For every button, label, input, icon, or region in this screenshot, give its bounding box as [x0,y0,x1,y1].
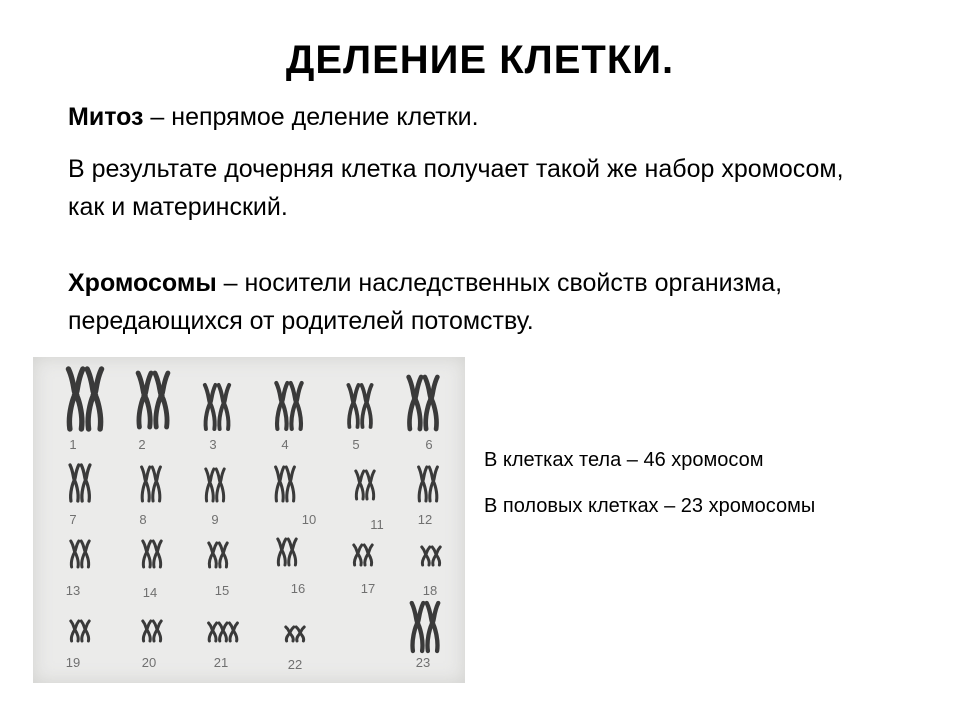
chromosome-label-16: 16 [290,581,306,596]
chromosome-label-12: 12 [417,512,433,527]
chromosome-pair-2 [138,373,168,427]
chromosome-label-17: 17 [360,581,376,596]
chromosome-label-20: 20 [141,655,157,670]
chromosome-pair-3 [205,385,229,429]
slide-title: ДЕЛЕНИЕ КЛЕТКИ. [285,38,675,82]
chromosome-label-6: 6 [425,437,433,452]
chromosome-label-2: 2 [138,437,146,452]
mitosis-definition [68,98,479,136]
chromosome-label-3: 3 [209,437,217,452]
chromosome-pair-21 [209,623,238,641]
chromosome-pair-12 [419,467,438,501]
body-cells-fact: В клетках тела – 46 хромосом [484,449,764,471]
chromosome-pair-8 [142,467,161,501]
karyotype-drawing [33,357,465,683]
chromosome-label-10: 10 [301,512,317,527]
karyotype-image [33,357,465,683]
chromosome-pair-15 [209,543,227,567]
chromosome-pair-16 [278,539,296,565]
chromosome-label-8: 8 [139,512,147,527]
chromosome-label-14: 14 [142,585,158,600]
chromosome-pair-7 [70,465,90,501]
chromosome-pair-20 [143,621,161,641]
chromosome-pair-4 [276,383,301,429]
chromosome-pair-22 [286,627,304,641]
chromosome-label-7: 7 [69,512,77,527]
result-text: В результате дочерняя клетка получает такой же набор хромосом, как и материнский. [68,155,844,221]
chromosome-label-22: 22 [287,657,303,672]
chromosome-pair-10 [276,467,295,501]
chromosome-pair-18 [422,547,440,565]
chromosomes-term: Хромосомы [68,269,217,297]
chromosome-label-15: 15 [214,583,230,598]
chromosome-pair-23 [412,603,438,651]
chromosome-pair-9 [206,469,224,501]
chromosome-pair-6 [409,377,438,429]
mitosis-term: Митоз [68,103,144,131]
chromosome-pair-19 [71,621,89,641]
chromosome-label-18: 18 [422,583,438,598]
chromosome-label-5: 5 [352,437,360,452]
chromosome-label-11: 11 [370,517,384,532]
chromosome-label-19: 19 [65,655,81,670]
chromosome-label-1: 1 [69,437,77,452]
chromosome-label-21: 21 [213,655,229,670]
chromosome-pair-1 [68,369,101,429]
chromosome-pair-13 [71,541,89,567]
chromosome-label-23: 23 [415,655,431,670]
chromosome-label-9: 9 [211,512,219,527]
chromosome-pair-14 [143,541,161,567]
chromosome-label-13: 13 [65,583,81,598]
mitosis-text: – непрямое деление клетки. [143,103,479,131]
chromosome-pair-17 [354,545,372,565]
chromosomes-definition [68,264,888,340]
chromosomes-text: – носители наследственных свойств организма, передающихся от родителей потомству. [68,269,783,335]
chromosome-pair-11 [356,471,374,499]
chromosome-label-4: 4 [281,437,289,452]
chromosome-pair-5 [348,385,371,427]
sex-cells-fact: В половых клетках – 23 хромосомы [484,495,816,517]
